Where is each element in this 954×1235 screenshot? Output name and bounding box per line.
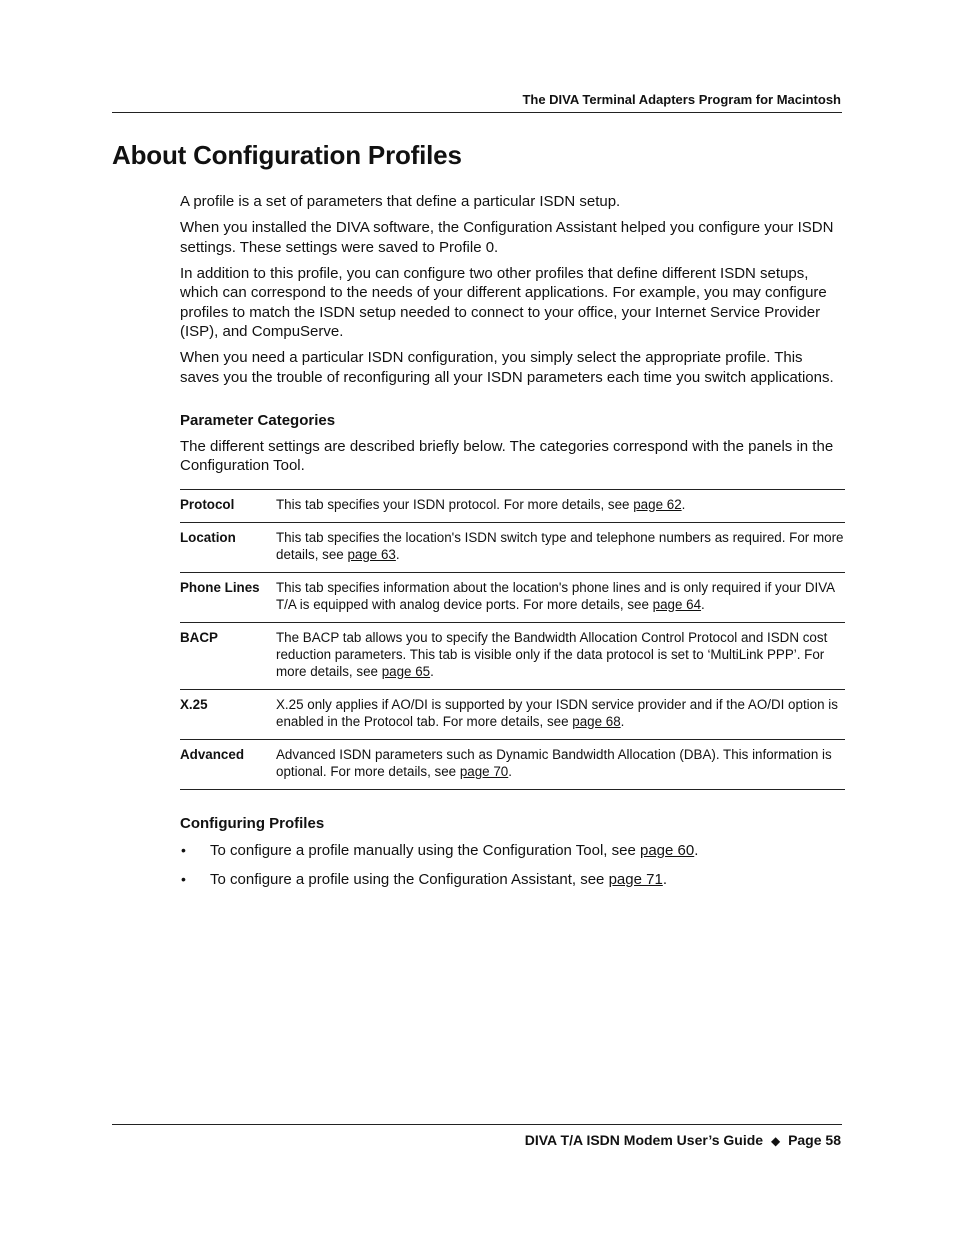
configuring-profiles-heading: Configuring Profiles [180, 814, 325, 832]
parameter-description: This tab specifies your ISDN protocol. For more details, see page 62. [276, 496, 686, 512]
list-item: • To configure a profile using the Configuration Assistant, see page 71. [181, 871, 667, 888]
table-row [180, 572, 845, 622]
page-link[interactable]: page 68 [572, 713, 621, 729]
guide-title: DIVA T/A ISDN Modem User’s Guide [524, 1132, 764, 1148]
table-row [180, 489, 845, 522]
intro-paragraph: When you need a particular ISDN configuration, you simply select the appropriate profile. This saves you the trouble of reconfiguring all your ISDN parameters each time you switch applications. [180, 349, 834, 386]
intro-paragraph: A profile is a set of parameters that define a particular ISDN setup. [180, 193, 621, 210]
page-link[interactable]: page 60 [639, 842, 695, 859]
intro-paragraph: When you installed the DIVA software, the Configuration Assistant helped you configure your ISDN settings. These settings were saved to Profile 0. [180, 219, 834, 256]
table-row [180, 689, 845, 739]
page-link[interactable]: page 64 [652, 596, 702, 612]
page-link[interactable]: page 63 [347, 546, 396, 562]
bullet-icon: • [181, 842, 186, 858]
page-link[interactable]: page 70 [459, 763, 509, 779]
parameter-term: Phone Lines [180, 579, 260, 595]
parameter-term: Location [180, 529, 236, 545]
parameter-description: Advanced ISDN parameters such as Dynamic Bandwidth Allocation (DBA). This information is optional. For more details, see page 70. [276, 746, 832, 779]
configuring-list [180, 841, 845, 890]
parameter-description: The BACP tab allows you to specify the Bandwidth Allocation Control Protocol and ISDN cost reduction parameters. This tab is visible only if the data protocol is set to ‘MultiLink PPP’. For more details, see page 65. [276, 629, 828, 679]
page-link[interactable]: page 62 [633, 496, 682, 512]
parameter-description: This tab specifies the location's ISDN switch type and telephone numbers as required. For more details, see page 63. [276, 529, 844, 562]
parameter-table [180, 489, 845, 790]
page-link[interactable]: page 71 [608, 871, 663, 888]
footer-divider [112, 1124, 842, 1125]
parameter-term: BACP [180, 629, 218, 645]
page-link[interactable]: page 65 [381, 663, 431, 679]
running-header: The DIVA Terminal Adapters Program for Macintosh [522, 92, 841, 107]
page-title: About Configuration Profiles [112, 140, 462, 170]
table-row [180, 622, 845, 689]
parameter-description: This tab specifies information about the location's phone lines and is only required if your DIVA T/A is equipped with analog device ports. For more details, see page 64. [276, 579, 835, 612]
header-divider [112, 112, 842, 113]
parameter-term: Protocol [180, 496, 235, 512]
main-content [180, 192, 845, 899]
parameter-term: X.25 [180, 696, 208, 712]
page-number: Page 58 [788, 1132, 841, 1148]
parameter-term: Advanced [180, 746, 244, 762]
table-row [180, 522, 845, 572]
intro-paragraph: In addition to this profile, you can configure two other profiles that define different ISDN setups, which can correspond to the needs of your different applications. For example, you may configure profiles to match the ISDN setup needed to connect to your office, your Internet Service Provider (ISP), and CompuServe. [180, 264, 827, 340]
parameter-description: X.25 only applies if AO/DI is supported by your ISDN service provider and if the AO/DI option is enabled in the Protocol tab. For more details, see page 68. [276, 696, 838, 729]
table-row [180, 739, 845, 789]
bullet-icon: • [181, 871, 186, 887]
list-item: • To configure a profile manually using the Configuration Tool, see page 60. [181, 842, 699, 859]
parameter-categories-heading: Parameter Categories [180, 412, 336, 429]
diamond-icon: ◆ [770, 1134, 781, 1148]
page-footer [525, 1132, 841, 1148]
parameter-categories-text: The different settings are described briefly below. The categories correspond with the panels in the Configuration Tool. [180, 437, 834, 474]
